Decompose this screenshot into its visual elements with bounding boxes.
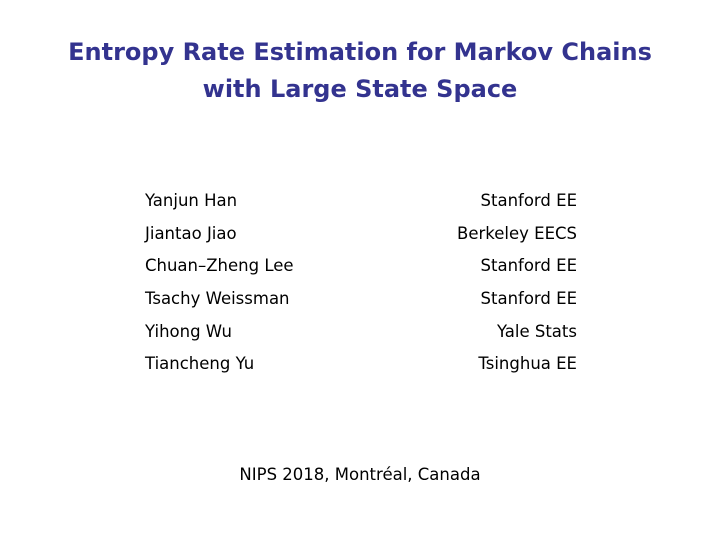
author-name: Tiancheng Yu: [145, 354, 255, 374]
author-row: [145, 350, 577, 383]
author-row: [145, 220, 577, 253]
author-name: Tsachy Weissman: [145, 289, 290, 309]
author-row: [145, 187, 577, 220]
author-name: Yihong Wu: [145, 321, 232, 341]
author-row: [145, 285, 577, 318]
author-name: Yanjun Han: [145, 191, 238, 210]
author-affiliation: Yale Stats: [496, 321, 577, 341]
author-row: [145, 252, 577, 285]
author-row: [145, 318, 577, 351]
author-name: Chuan–Zheng Lee: [145, 256, 294, 276]
author-affiliation: Stanford EE: [480, 256, 577, 276]
author-list: [145, 187, 577, 383]
author-affiliation: Stanford EE: [480, 191, 577, 210]
author-affiliation: Tsinghua EE: [478, 354, 577, 374]
venue-line: NIPS 2018, Montréal, Canada: [239, 465, 481, 484]
title-line-2: with Large State Space: [202, 75, 518, 103]
title-line-1: Entropy Rate Estimation for Markov Chains: [68, 38, 652, 66]
slide-title: [0, 34, 720, 108]
author-affiliation: Stanford EE: [480, 289, 577, 309]
author-name: Jiantao Jiao: [145, 223, 237, 243]
author-affiliation: Berkeley EECS: [457, 223, 577, 243]
